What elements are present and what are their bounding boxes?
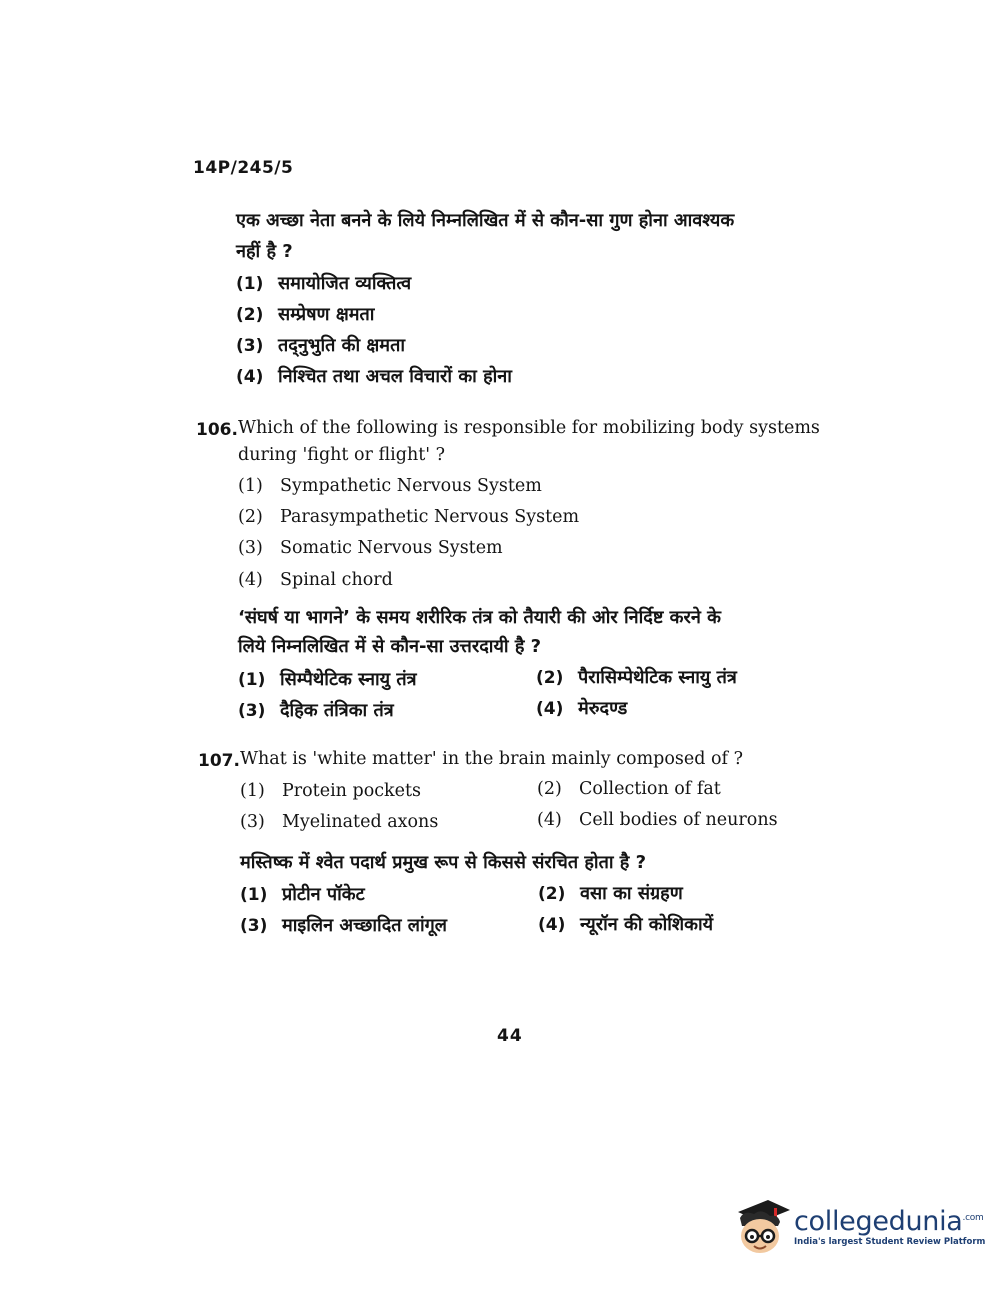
paper-code: 14P/245/5 xyxy=(193,158,294,178)
option-number: (4) xyxy=(537,810,562,830)
option-text: Somatic Nervous System xyxy=(280,538,503,558)
brand-suffix: .com xyxy=(962,1212,984,1223)
q107-option-1 xyxy=(240,781,421,801)
q107-number: 107. xyxy=(198,751,240,771)
option-number: (4) xyxy=(536,699,564,719)
q107-hindi-option-1 xyxy=(240,882,365,906)
q107-hindi-option-4 xyxy=(538,912,713,936)
q106-option-3 xyxy=(238,538,503,558)
option-text: सम्प्रेषण क्षमता xyxy=(278,304,375,325)
option-text: दैहिक तंत्रिका तंत्र xyxy=(280,700,394,721)
q107-option-4 xyxy=(537,810,778,830)
q106-question-line1: Which of the following is responsible for mobilizing body systems xyxy=(238,418,820,438)
q107-hindi-option-2 xyxy=(538,881,683,905)
option-number: (1) xyxy=(236,274,264,294)
option-text: Collection of fat xyxy=(579,779,721,799)
option-number: (1) xyxy=(240,781,265,801)
watermark-brand xyxy=(794,1206,985,1237)
q106-option-2 xyxy=(238,507,579,527)
option-number: (3) xyxy=(238,538,263,558)
option-text: Sympathetic Nervous System xyxy=(280,476,542,496)
option-number: (2) xyxy=(538,884,566,904)
q106-number: 106. xyxy=(196,420,238,440)
q106-hindi-line2: लिये निम्नलिखित में से कौन-सा उत्तरदायी है ? xyxy=(238,636,542,657)
option-number: (3) xyxy=(240,916,268,936)
q106-hindi-option-2 xyxy=(536,665,737,689)
option-number: (1) xyxy=(240,885,268,905)
option-text: वसा का संग्रहण xyxy=(580,883,683,904)
q107-option-2 xyxy=(537,779,721,799)
option-text: Myelinated axons xyxy=(282,812,439,832)
option-text: माइलिन अच्छादित लांगूल xyxy=(282,915,447,936)
option-number: (4) xyxy=(538,915,566,935)
option-number: (3) xyxy=(240,812,265,832)
option-text: सिम्पैथेटिक स्नायु तंत्र xyxy=(280,669,417,690)
option-text: प्रोटीन पॉकेट xyxy=(282,884,365,905)
option-text: Parasympathetic Nervous System xyxy=(280,507,580,527)
q107-hindi-line1: मस्तिष्क में श्वेत पदार्थ प्रमुख रूप से किससे संरचित होता है ? xyxy=(240,852,647,873)
q106-option-1 xyxy=(238,476,542,496)
option-text: Protein pockets xyxy=(282,781,422,801)
option-number: (4) xyxy=(236,367,264,387)
option-text: समायोजित व्यक्तित्व xyxy=(278,273,412,294)
q105-hindi-line2: नहीं है ? xyxy=(236,241,293,262)
q106-hindi-option-3 xyxy=(238,698,394,722)
q106-hindi-option-1 xyxy=(238,667,417,691)
option-number: (3) xyxy=(238,701,266,721)
q105-option-3 xyxy=(236,333,405,357)
q105-option-4 xyxy=(236,364,512,388)
q105-option-2 xyxy=(236,302,374,326)
option-number: (4) xyxy=(238,570,263,590)
option-number: (2) xyxy=(536,668,564,688)
option-text: Spinal chord xyxy=(280,570,393,590)
q107-option-3 xyxy=(240,812,438,832)
option-text: Cell bodies of neurons xyxy=(579,810,778,830)
option-text: पैरासिम्पेथेटिक स्नायु तंत्र xyxy=(578,667,737,688)
watermark-tagline: India's largest Student Review Platform xyxy=(794,1236,986,1247)
q106-option-4 xyxy=(238,570,393,590)
q106-question-line2: during 'fight or flight' ? xyxy=(238,445,446,465)
page-number: 44 xyxy=(497,1026,523,1046)
option-text: मेरुदण्ड xyxy=(578,698,628,719)
option-text: न्यूरॉन की कोशिकायें xyxy=(580,914,714,935)
q107-hindi-option-3 xyxy=(240,913,447,937)
watermark-text xyxy=(794,1206,985,1247)
brand-name: collegedunia xyxy=(794,1205,963,1237)
option-text: तद्नुभुति की क्षमता xyxy=(278,335,405,356)
option-text: निश्चित तथा अचल विचारों का होना xyxy=(278,366,512,387)
option-number: (2) xyxy=(537,779,562,799)
mascot-icon xyxy=(734,1196,792,1256)
q106-hindi-option-4 xyxy=(536,696,627,720)
option-number: (2) xyxy=(236,305,264,325)
q105-option-1 xyxy=(236,271,411,295)
q106-hindi-line1: ‘संघर्ष या भागने’ के समय शरीरिक तंत्र को तैयारी की ओर निर्दिष्ट करने के xyxy=(238,607,721,628)
collegedunia-watermark xyxy=(734,1196,985,1256)
option-number: (3) xyxy=(236,336,264,356)
option-number: (2) xyxy=(238,507,263,527)
option-number: (1) xyxy=(238,476,263,496)
q105-hindi-line1: एक अच्छा नेता बनने के लिये निम्नलिखित में से कौन-सा गुण होना आवश्यक xyxy=(236,210,735,231)
option-number: (1) xyxy=(238,670,266,690)
q107-question-line1: What is 'white matter' in the brain mainly composed of ? xyxy=(240,749,743,769)
